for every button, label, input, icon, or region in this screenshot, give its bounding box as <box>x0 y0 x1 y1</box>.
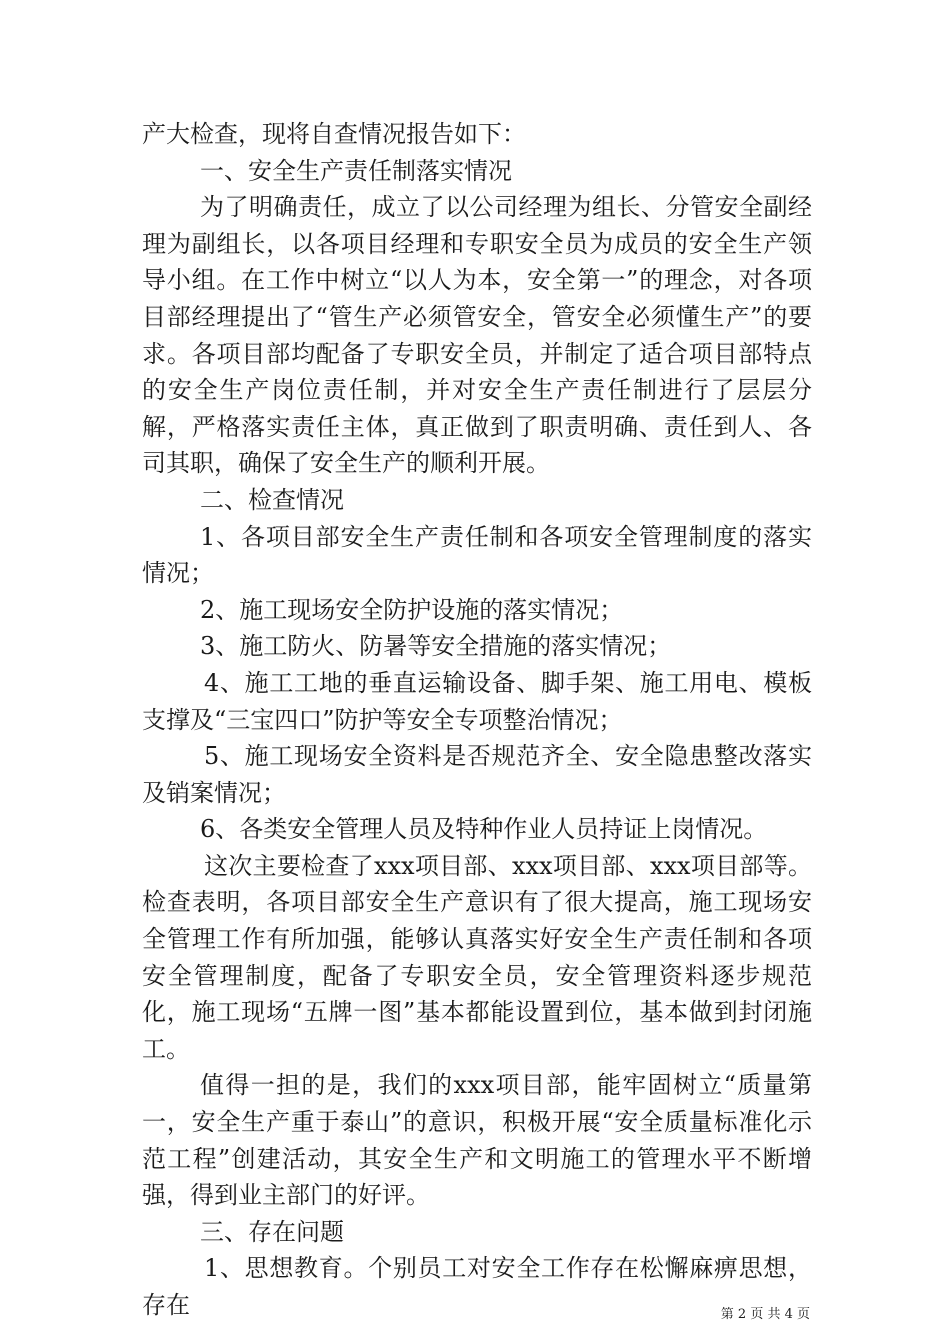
section-heading-2: 二、检查情况 <box>200 485 344 514</box>
section-heading-1: 一、安全生产责任制落实情况 <box>200 156 512 185</box>
paragraph-highlight: 值得一担的是，我们的xxx项目部，能牢固树立“质量第一，安全生产重于泰山”的意识，积极开展“安全质量标准化示范工程”创建活动，其安全生产和文明施工的管理水平不断增强，得到业主部门的好评。 <box>142 1071 812 1210</box>
paragraph-inspection-summary: 这次主要检查了xxx项目部、xxx项目部、xxx项目部等。检查表明，各项目部安全生产意识有了很大提高，施工现场安全管理工作有所加强，能够认真落实好安全生产责任制和各项安全管理制度，配备了专职安全员，安全管理资料逐步规范化，施工现场“五牌一图”基本都能设置到位，基本做到封闭施工。 <box>142 851 812 1063</box>
check-item-5: 5、施工现场安全资料是否规范齐全、安全隐患整改落实及销案情况； <box>142 742 812 807</box>
paragraph-continuation: 产大检查，现将自查情况报告如下： <box>142 120 526 148</box>
check-item-4: 4、施工工地的垂直运输设备、脚手架、施工用电、模板支撑及“三宝四口”防护等安全专项整治情况； <box>142 668 812 734</box>
document-body <box>142 116 812 1324</box>
paragraph-responsibility: 为了明确责任，成立了以公司经理为组长、分管安全副经理为副组长，以各项目经理和专职安全员为成员的安全生产领导小组。在工作中树立“以人为本，安全第一”的理念，对各项目部经理提出了“管生产必须管安全，管安全必须懂生产”的要求。各项目部均配备了专职安全员，并制定了适合项目部特点的安全生产岗位责任制，并对安全生产责任制进行了层层分解，严格落实责任主体，真正做到了职责明确、责任到人、各司其职，确保了安全生产的顺利开展。 <box>142 193 812 478</box>
section-heading-3: 三、存在问题 <box>200 1217 344 1246</box>
check-item-6: 6、各类安全管理人员及特种作业人员持证上岗情况。 <box>200 815 768 844</box>
page-number-footer: 第 2 页 共 4 页 <box>720 1307 810 1322</box>
check-item-3: 3、施工防火、防暑等安全措施的落实情况； <box>200 632 672 661</box>
check-item-2: 2、施工现场安全防护设施的落实情况； <box>200 595 624 624</box>
problem-item-1: 1、思想教育。个别员工对安全工作存在松懈麻痹思想，存在 <box>142 1254 812 1319</box>
check-item-1: 1、各项目部安全生产责任制和各项安全管理制度的落实情况； <box>142 522 812 588</box>
